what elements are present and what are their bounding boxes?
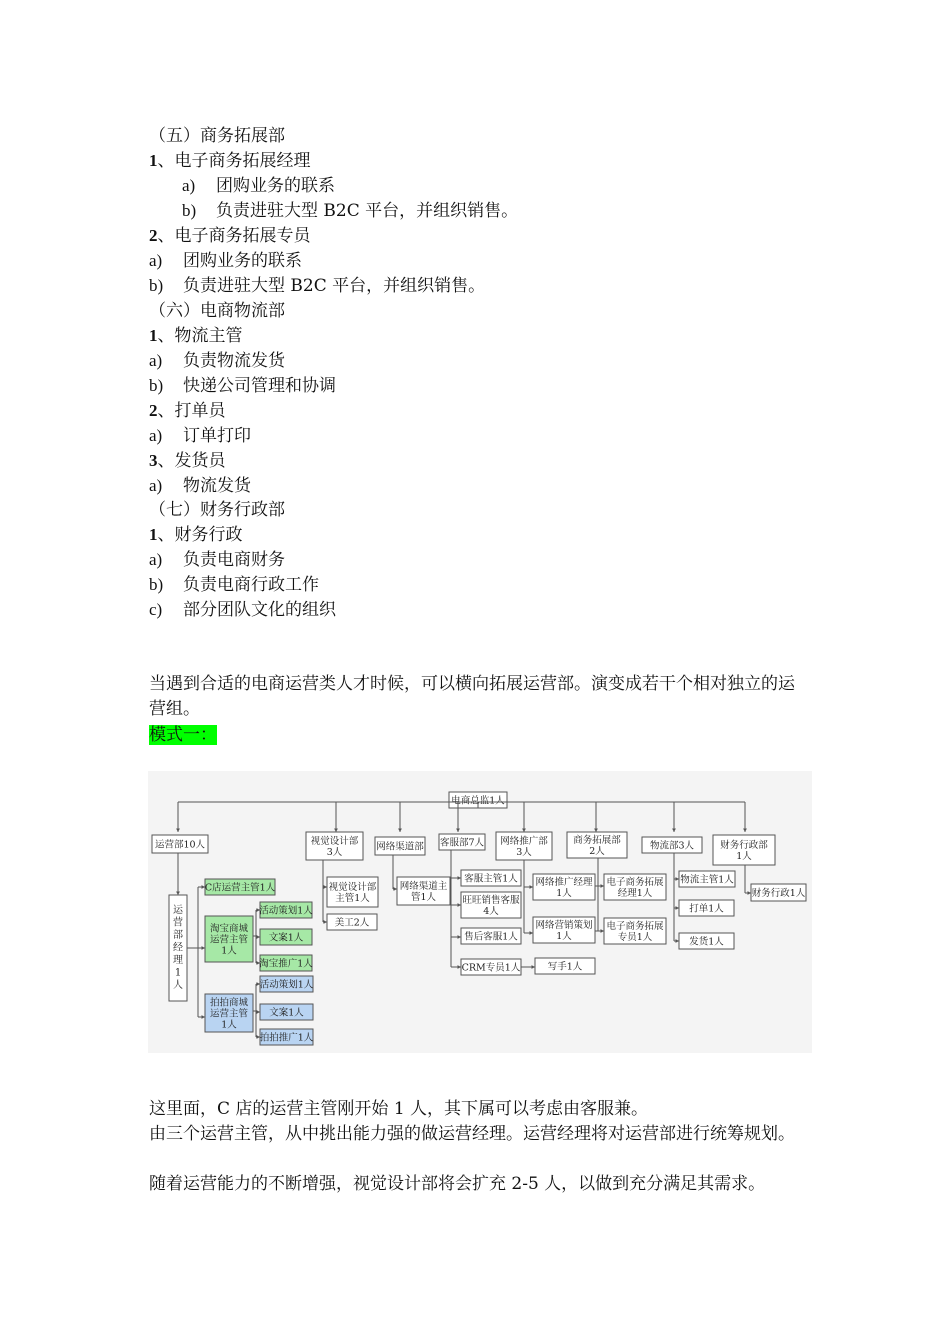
visual-head-text: 视觉设计部 <box>328 882 377 893</box>
bizdev-sub-text: 电子商务拓展 <box>606 921 664 932</box>
service-sub-text: CRM专员1人 <box>461 962 521 974</box>
channel-head-text: 网络渠道主 <box>399 881 448 892</box>
arrow-head <box>747 891 751 895</box>
service-sub-text: 4人 <box>483 906 499 917</box>
paipai-node-text: 1人 <box>221 1019 237 1031</box>
section-heading: （六）电商物流部 <box>149 301 285 321</box>
ops-manager-text: 部 <box>173 930 183 941</box>
list-item: a) 负责电商财务 <box>149 550 285 570</box>
copywriter-text: 写手1人 <box>547 961 583 973</box>
tmall-node-text: 运营主管 <box>209 934 249 946</box>
arrow-head <box>457 876 461 880</box>
bizdev-sub-text: 经理1人 <box>617 888 653 899</box>
promo-sub-text: 网络推广经理 <box>535 877 593 888</box>
paragraph: 这里面，C 店的运营主管刚开始 1 人，其下属可以考虑由客服兼。 <box>149 1099 649 1119</box>
arrow-head <box>531 965 535 969</box>
list-item: a) 负责物流发货 <box>149 351 285 371</box>
paipai-sub-text: 活动策划1人 <box>259 979 314 991</box>
list-item: a) 物流发货 <box>149 476 251 496</box>
paragraph: 随着运营能力的不断增强，视觉设计部将会扩充 2-5 人，以做到充分满足其需求。 <box>149 1174 766 1194</box>
paragraph: 当遇到合适的电商运营类人才时候，可以横向拓展运营部。演变成若干个相对独立的运营组。 <box>149 674 795 719</box>
list-item: a) 团购业务的联系 <box>149 251 302 271</box>
role-heading: 1、物流主管 <box>149 326 243 346</box>
list-item: b) 负责进驻大型 B2C 平台，并组织销售。 <box>182 201 519 221</box>
section-heading: （五）商务拓展部 <box>149 126 285 146</box>
list-item: b) 负责电商行政工作 <box>149 575 319 595</box>
arrow-head <box>398 828 402 832</box>
arrow-head <box>393 887 397 891</box>
arrow-head <box>675 877 679 881</box>
dept-service-text: 客服部7人 <box>439 837 485 849</box>
tmall-sub-text: 活动策划1人 <box>259 905 313 917</box>
dept-bizdev-text: 2人 <box>589 846 605 857</box>
designer-text: 美工2人 <box>334 917 370 929</box>
dept-promo-text: 3人 <box>516 847 532 858</box>
role-heading: 2、电子商务拓展专员 <box>149 226 311 246</box>
promo-sub-text: 1人 <box>556 888 572 899</box>
arrow-head <box>176 828 180 832</box>
service-sub-text: 客服主管1人 <box>464 873 518 885</box>
dept-finance-text: 财务行政部 <box>720 840 768 851</box>
director-node-text: 电商总监1人 <box>451 795 505 807</box>
arrow-head <box>456 828 460 832</box>
highlighted-label: 模式一： <box>149 725 217 745</box>
list-item: a) 团购业务的联系 <box>182 176 335 196</box>
arrow-head <box>600 929 604 933</box>
arrow-head <box>323 885 327 889</box>
arrow-head <box>529 931 533 935</box>
logistics-sub-text: 物流主管1人 <box>680 874 734 886</box>
mode-label <box>149 723 217 747</box>
arrow-head <box>675 906 679 910</box>
dept-finance-text: 1人 <box>736 851 752 862</box>
role-heading: 1、财务行政 <box>149 525 243 545</box>
finance-sub-text: 财务行政1人 <box>751 888 806 899</box>
paipai-node-text: 运营主管 <box>209 1008 249 1020</box>
channel-head-text: 管1人 <box>410 892 437 903</box>
section-heading: （七）财务行政部 <box>149 500 285 520</box>
service-sub-text: 售后客服1人 <box>464 931 518 943</box>
ops-manager-text: 营 <box>173 917 183 929</box>
tmall-sub-text: 淘宝推广1人 <box>259 958 313 970</box>
ops-manager-text: 经 <box>173 942 183 954</box>
bizdev-sub-text: 电子商务拓展 <box>606 877 664 888</box>
promo-sub-text: 网络营销策划 <box>535 920 593 931</box>
c-store-node-text: C店运营主管1人 <box>204 882 276 894</box>
dept-ops-text: 运营部10人 <box>154 839 206 851</box>
org-chart-svg <box>148 771 812 1053</box>
dept-promo-text: 网络推广部 <box>500 836 548 847</box>
dept-visual-text: 视觉设计部 <box>310 836 359 847</box>
arrow-head <box>594 828 598 832</box>
visual-head-text: 主管1人 <box>335 893 370 904</box>
dept-channel-text: 网络渠道部 <box>376 841 424 853</box>
arrow-head <box>176 891 180 895</box>
tmall-node-text: 1人 <box>221 945 237 957</box>
arrow-head <box>201 946 205 950</box>
dept-bizdev-text: 商务拓展部 <box>573 835 621 846</box>
paipai-sub-text: 拍拍推广1人 <box>259 1032 314 1044</box>
paragraph: 由三个运营主管，从中挑出能力强的做运营经理。运营经理将对运营部进行统筹规划。 <box>149 1124 795 1144</box>
ops-manager-text: 运 <box>173 905 183 916</box>
arrow-head <box>201 1015 205 1019</box>
dept-logistics-text: 物流部3人 <box>649 840 695 852</box>
arrow-head <box>600 884 604 888</box>
paipai-node-text: 拍拍商城 <box>209 997 249 1009</box>
list-item: c) 部分团队文化的组织 <box>149 600 336 620</box>
list-item: a) 订单打印 <box>149 426 251 446</box>
paipai-sub-text: 文案1人 <box>269 1007 304 1019</box>
arrow-head <box>457 903 461 907</box>
org-chart <box>148 771 812 1053</box>
arrow-head <box>256 935 260 939</box>
arrow-head <box>457 965 461 969</box>
role-heading: 1、电子商务拓展经理 <box>149 151 311 171</box>
arrow-head <box>323 920 327 924</box>
list-item: b) 快递公司管理和协调 <box>149 376 336 396</box>
arrow-head <box>675 939 679 943</box>
arrow-head <box>522 828 526 832</box>
ops-manager-text: 理 <box>173 955 183 966</box>
bizdev-sub-text: 专员1人 <box>617 932 653 943</box>
tmall-node-text: 淘宝商城 <box>209 923 249 935</box>
role-heading: 3、发货员 <box>149 451 226 471</box>
arrow-head <box>457 935 461 939</box>
arrow-head <box>743 828 747 832</box>
service-sub-text: 旺旺销售客服 <box>462 895 520 906</box>
arrow-head <box>256 1010 260 1014</box>
tmall-sub-text: 文案1人 <box>268 932 304 944</box>
role-heading: 2、打单员 <box>149 401 226 421</box>
arrow-head <box>529 885 533 889</box>
promo-sub-text: 1人 <box>556 931 572 942</box>
ops-manager-text: 1 <box>174 967 182 979</box>
list-item: b) 负责进驻大型 B2C 平台，并组织销售。 <box>149 276 486 296</box>
logistics-sub-text: 发货1人 <box>689 936 724 948</box>
arrow-head <box>334 828 338 832</box>
dept-visual-text: 3人 <box>326 847 343 858</box>
logistics-sub-text: 打单1人 <box>689 903 724 915</box>
ops-manager-text: 人 <box>173 980 183 991</box>
arrow-head <box>672 828 676 832</box>
